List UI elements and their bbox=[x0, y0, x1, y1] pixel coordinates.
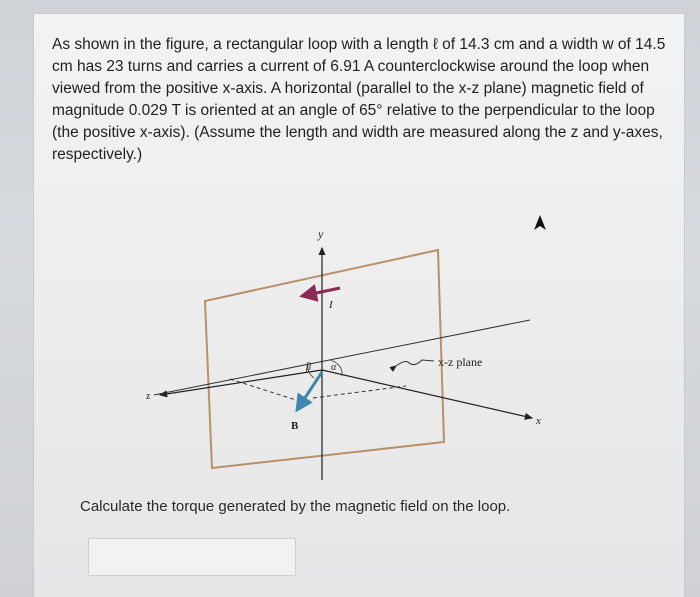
prompt-text: Calculate the torque generated by the magnetic field on the loop. bbox=[80, 498, 511, 515]
question-card bbox=[34, 14, 684, 597]
plane-label-connector bbox=[396, 360, 434, 366]
field-arrow bbox=[297, 372, 322, 410]
answer-input[interactable] bbox=[88, 538, 296, 576]
loop-figure bbox=[138, 210, 558, 480]
z-axis bbox=[160, 370, 322, 395]
y-axis-label: y bbox=[318, 227, 324, 241]
dashed-projection bbox=[230, 379, 296, 400]
field-label: B bbox=[291, 420, 299, 432]
dashed-line-lower bbox=[313, 386, 406, 398]
z-axis-label: z bbox=[146, 391, 151, 402]
current-label: I bbox=[329, 299, 333, 311]
x-axis-label: x bbox=[536, 415, 541, 427]
x-axis bbox=[322, 370, 532, 418]
plane-label: x-z plane bbox=[438, 355, 483, 369]
alpha-label: α bbox=[331, 362, 337, 373]
beta-label: β bbox=[306, 362, 311, 373]
current-arrow bbox=[302, 288, 340, 296]
question-text: As shown in the figure, a rectangular loop with a length ℓ of 14.3 cm and a width w of 14.5 cm has 23 turns and carries a current of 6.91 A counterclockwise around the loop when viewed from the positive x-axis. A horizontal (parallel to the x-z plane) magnetic field of magnitude 0.029 T is oriented at an angle of 65° relative to the perpendicular to the loop (the positive x-axis). (Assume the length and width are measured along the z and y-axes, respectively.) bbox=[52, 36, 666, 163]
rect-loop bbox=[205, 250, 444, 468]
mouse-cursor-icon bbox=[532, 214, 548, 232]
